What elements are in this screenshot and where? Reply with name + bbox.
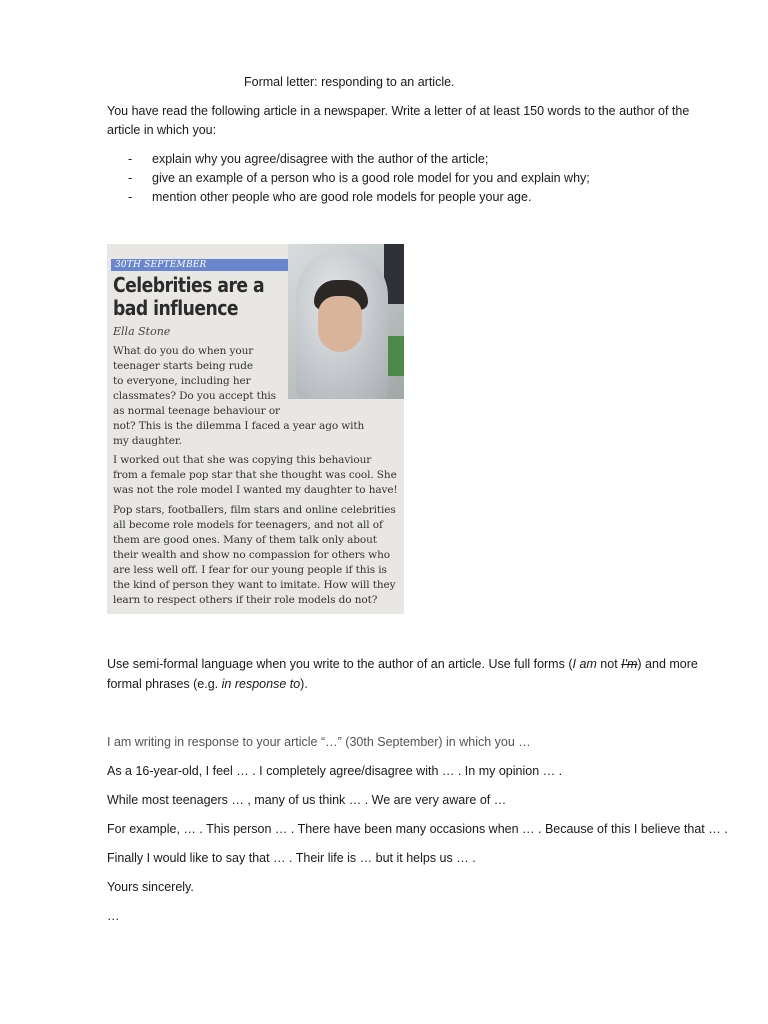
language-tip-line-2: formal phrases (e.g. in response to).	[107, 677, 308, 691]
page-title: Formal letter: responding to an article.	[244, 75, 455, 89]
bullet-marker: -	[128, 171, 133, 185]
article-date: 30TH SEPTEMBER	[111, 259, 291, 271]
bullet-item: explain why you agree/disagree with the author of the article;	[152, 152, 489, 166]
teenager-photo	[288, 244, 404, 399]
template-paragraph-1: As a 16-year-old, I feel … . I completely agree/disagree with … . In my opinion … .	[107, 764, 563, 778]
template-paragraph-2: While most teenagers … , many of us think … . We are very aware of …	[107, 793, 507, 807]
template-paragraph-4: Finally I would like to say that … . Their life is … but it helps us … .	[107, 851, 476, 865]
instruction-line-1: You have read the following article in a newspaper. Write a letter of at least 150 words to the author of the	[107, 104, 690, 118]
template-closing: Yours sincerely.	[107, 880, 194, 894]
article-paragraph-1: What do you do when your teenager starts being rude to everyone, including her classmates? Do you accept this as normal teenage behaviour or not? This is the dilemma I faced a year ago with my daughter.	[113, 345, 365, 447]
bullet-item: give an example of a person who is a good role model for you and explain why;	[152, 171, 590, 185]
article-headline: Celebrities are a bad influence	[113, 273, 265, 320]
article-author: Ella Stone	[113, 325, 171, 338]
bullet-item: mention other people who are good role models for people your age.	[152, 190, 532, 204]
template-paragraph-3: For example, … . This person … . There have been many occasions when … . Because of this I believe that … .	[107, 822, 728, 836]
language-tip-line-1: Use semi-formal language when you write to the author of an article. Use full forms (I am not I'm) and more	[107, 657, 698, 671]
bullet-marker: -	[128, 190, 133, 204]
instruction-line-2: article in which you:	[107, 123, 217, 137]
article-paragraph-3: Pop stars, footballers, film stars and online celebrities all become role models for teenagers, and not all of them are good ones. Many of them talk only about their wealth and show no compassion for others who are less well off. I fear for our young people if this is the kind of person they want to imitate. How will they learn to respect others if their role models do not?	[113, 504, 396, 606]
bullet-marker: -	[128, 152, 133, 166]
newspaper-article-image	[107, 244, 404, 614]
article-paragraph-2: I worked out that she was copying this behaviour from a female pop star that she thought was cool. She was not the role model I wanted my daughter to have!	[113, 454, 398, 496]
template-opening: I am writing in response to your article “…” (30th September) in which you …	[107, 735, 531, 749]
template-signature-placeholder: …	[107, 909, 120, 923]
